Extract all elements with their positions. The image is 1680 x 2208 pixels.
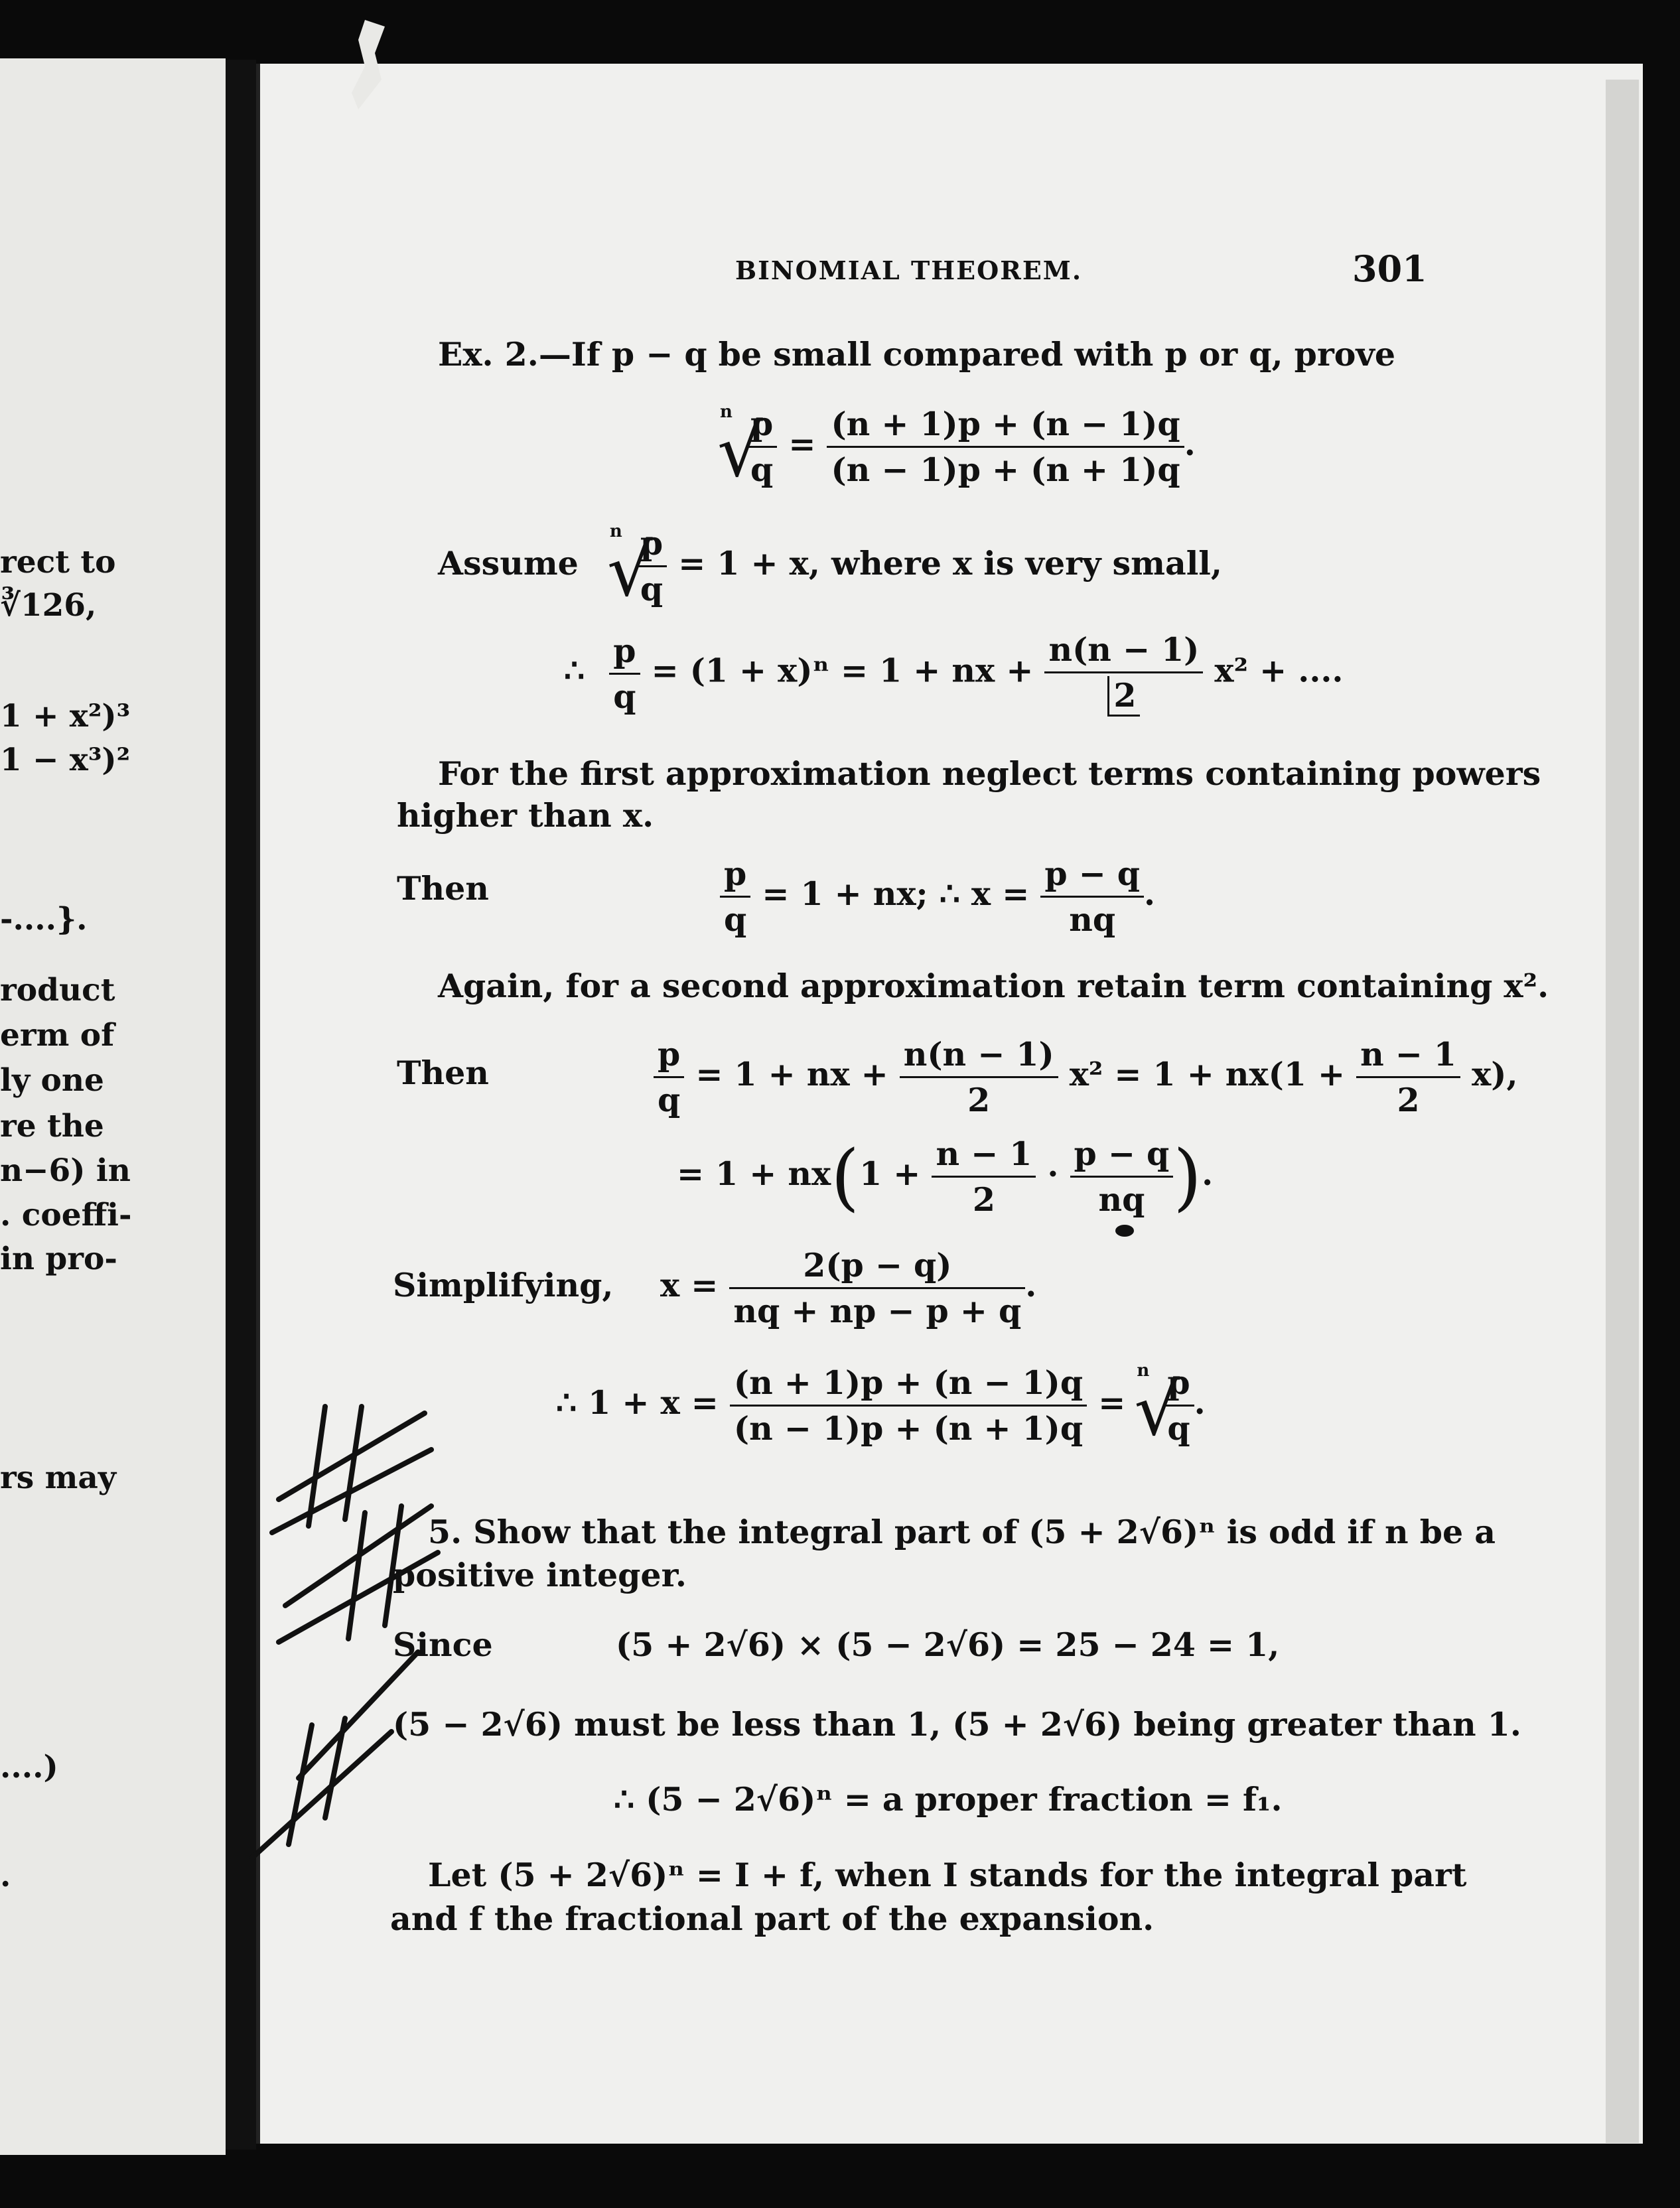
second-approx-line: Again, for a second approximation retain term containing x².	[438, 967, 1549, 1005]
page-edge-shadow	[1606, 80, 1639, 2143]
left-frag-5: -....}.	[0, 901, 88, 937]
must-line: (5 − 2√6) must be less than 1, (5 + 2√6) being greater than 1.	[393, 1705, 1521, 1744]
left-frag-3: 1 + x²)³	[0, 698, 131, 734]
simplify-eq: x = $\frac{2(p - q)}{nq + np - p + q}$ .	[660, 1246, 1037, 1330]
left-frag-12: in pro-	[0, 1241, 117, 1277]
then-label-1: Then	[397, 869, 489, 908]
first-approx-line2: higher than x.	[397, 796, 654, 835]
left-frag-7: erm of	[0, 1017, 115, 1054]
page-number: 301	[1352, 247, 1427, 290]
torn-paper-mark	[345, 13, 398, 113]
therefore-line: ∴ (5 − 2√6)ⁿ = a proper fraction = f₁.	[614, 1780, 1283, 1819]
left-frag-11: . coeffi-	[0, 1197, 132, 1233]
ink-blot	[1111, 1221, 1138, 1241]
left-frag-6: roduct	[0, 972, 115, 1008]
final-eq: ∴ 1 + x = $\frac{(n + 1)p + (n - 1)q}{(n - 1)p + (n + 1)q}$ = √ n $\frac{p}{q}$ .	[556, 1363, 1206, 1448]
left-page-edge	[0, 58, 226, 2155]
then2-eq-line2: = 1 + nx(1 + $\frac{n - 1}{2}$ · $\frac{p - q}{nq}$ ).	[677, 1134, 1214, 1219]
assume-line: Assume √ n $\frac{p}{q}$ = 1 + x, where x is very small,	[438, 524, 1222, 608]
left-frag-14: ....)	[0, 1749, 58, 1785]
left-frag-13: rs may	[0, 1460, 117, 1496]
left-frag-15: .	[0, 1858, 11, 1894]
then1-eq: $\frac{p}{q}$ = 1 + nx; ∴ x = $\frac{p - q}{nq}$ .	[720, 855, 1155, 939]
nth-root: √ n $\frac{p}{q}$	[720, 405, 777, 489]
since-eq: (5 + 2√6) × (5 − 2√6) = 25 − 24 = 1,	[616, 1625, 1280, 1664]
let-line1: Let (5 + 2√6)ⁿ = I + f, when I stands for the integral part	[428, 1856, 1467, 1894]
let-line2: and f the fractional part of the expansion.	[390, 1899, 1155, 1938]
simplifying-label: Simplifying,	[393, 1266, 614, 1304]
left-frag-4: 1 − x³)²	[0, 742, 131, 778]
left-frag-2: ∛126,	[0, 587, 97, 624]
eq1-fraction: $\frac{(n + 1)p + (n - 1)q}{(n - 1)p + (n + 1)q}$	[827, 405, 1184, 489]
then2-eq: $\frac{p}{q}$ = 1 + nx + $\frac{n(n - 1)}{2}$ x² = 1 + nx(1 + $\frac{n - 1}{2}$ x),	[654, 1035, 1518, 1119]
running-title: BINOMIAL THEOREM.	[735, 255, 1083, 285]
ex2-intro: Ex. 2.—If p − q be small compared with p or q, prove	[438, 335, 1396, 374]
nth-root: √ n $\frac{p}{q}$	[610, 524, 667, 608]
nth-root: √ n $\frac{p}{q}$	[1137, 1363, 1194, 1448]
first-approx-line1: For the first approximation neglect terms containing powers	[438, 754, 1541, 793]
then-label-2: Then	[397, 1054, 489, 1092]
left-frag-8: ly one	[0, 1062, 104, 1099]
eq1: √ n $\frac{p}{q}$ = $\frac{(n + 1)p + (n - 1)q}{(n - 1)p + (n + 1)q}$ .	[720, 405, 1196, 489]
left-frag-1: rect to	[0, 544, 116, 581]
handwritten-hatch-marks	[232, 1387, 484, 1864]
left-frag-9: re the	[0, 1108, 104, 1144]
left-frag-10: n−6) in	[0, 1152, 131, 1189]
ex5-line2: positive integer.	[393, 1556, 687, 1594]
ex5-line1: 5. Show that the integral part of (5 + 2√6)ⁿ is odd if n be a	[428, 1513, 1496, 1551]
eq2: ∴ $\frac{p}{q}$ = (1 + x)ⁿ = 1 + nx + $\frac{n(n - 1)}{2}$ x² + ....	[564, 630, 1344, 716]
since-label: Since	[393, 1625, 493, 1664]
